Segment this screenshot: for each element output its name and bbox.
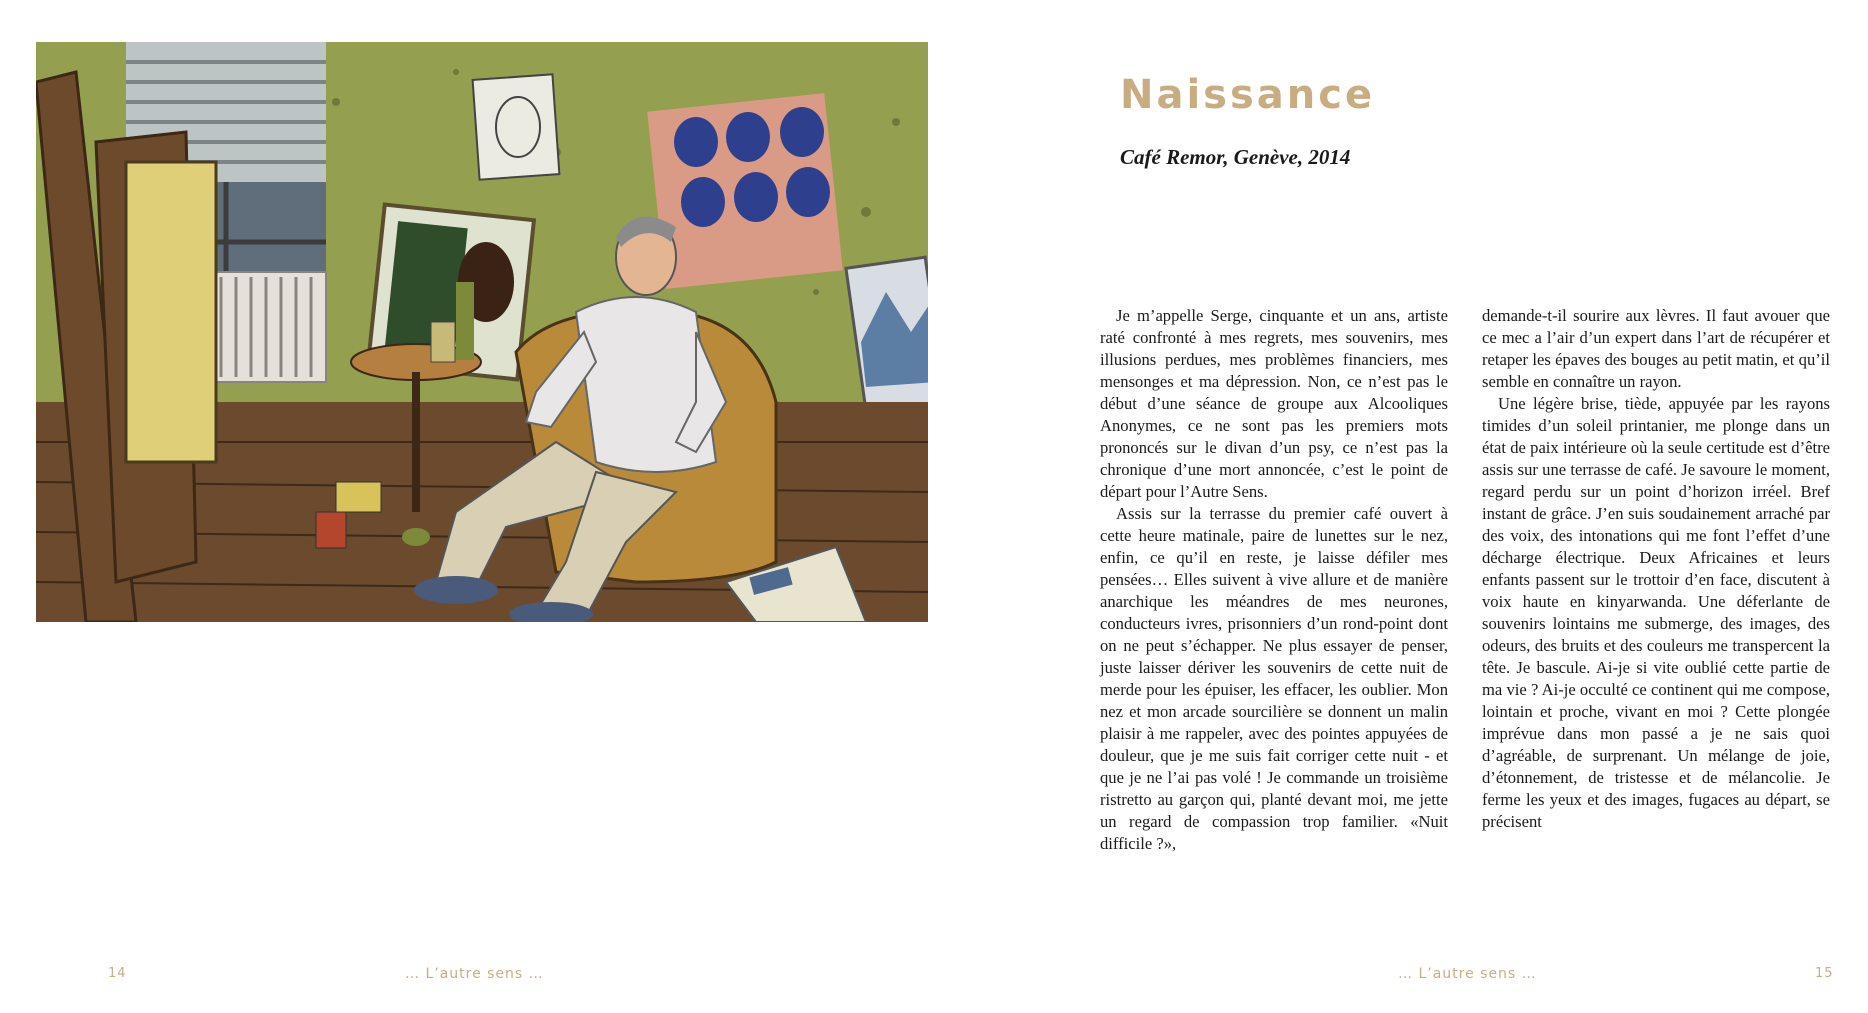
paragraph-continued: demande-t-il sourire aux lèvres. Il faut avouer que ce mec a l’air d’un expert dans l’art de récupérer et retaper les épaves des bouges au petit matin, et qu’il semble en connaître un rayon.	[1482, 306, 1830, 391]
chapter-title: Naissance	[1120, 72, 1376, 118]
paragraph: Je m’appelle Serge, cinquante et un ans, artiste raté confronté à mes regrets, mes souvenirs, mes illusions perdues, mes problèmes financiers, mes mensonges et ma dépression. Non, ce n’est pas le début d’une séance de groupe aux Alcooliques Anonymes, ce ne sont pas les premiers mots prononcés sur le divan d’un psy, ce n’est pas la chronique d’une mort annoncée, c’est le point de départ pour l’Autre Sens.	[1100, 306, 1448, 501]
page-number-right: 15	[1815, 966, 1834, 981]
text-column-right	[1482, 305, 1830, 833]
running-title-right: … L’autre sens …	[1398, 966, 1537, 982]
chapter-subtitle: Café Remor, Genève, 2014	[1120, 145, 1351, 169]
paragraph: Une légère brise, tiède, appuyée par les rayons timides d’un soleil printanier, me plonge dans un état de paix intérieure où la seule certitude est d’être assis sur une terrasse de café. Je savoure le moment, regard perdu sur un point d’horizon irréel. Bref instant de grâce. J’en suis soudainement arraché par des voix, des intonations qui me font l’effet d’une décharge électrique. Deux Africaines et leurs enfants passent sur le trottoir d’en face, discutent à voix haute en kinyarwanda. Une déferlante de souvenirs lointains me submerge, des images, des odeurs, des bruits et des couleurs me transpercent la tête. Je bascule. Ai-je si vite oublié cette partie de ma vie ? Ai-je occulté ce continent qui me compose, lointain et proche, vivant en moi ? Cette plongée imprévue dans mon passé a je ne sais quoi d’agréable, de surprenant. Un mélange de joie, d’étonnement, de tristesse et de mélancolie. Je ferme les yeux et des images, fugaces au départ, se précisent	[1482, 394, 1830, 831]
page-number-left: 14	[108, 966, 127, 981]
text-column-left	[1100, 305, 1448, 855]
running-title-left: … L’autre sens …	[405, 966, 544, 982]
studio-illustration-image	[36, 42, 928, 622]
paragraph: Assis sur la terrasse du premier café ouvert à cette heure matinale, paire de lunettes sur le nez, enfin, ce qu’il en reste, je laisse défiler mes pensées… Elles suivent à vive allure et de manière anarchique les méandres de mes neurones, conducteurs ivres, prisonniers d’un rond-point dont on ne peut s’échapper. Ne plus essayer de penser, juste laisser dériver les souvenirs de cette nuit de merde pour les épuiser, les effacer, les oublier. Mon nez et mon arcade sourcilière se donnent un malin plaisir à me rappeler, avec des pointes appuyées de douleur, que je me suis fait corriger cette nuit - et que je ne l’ai pas volé ! Je commande un troisième ristretto au garçon qui, planté devant moi, me jette un regard de compassion trop familier. «Nuit difficile ?»,	[1100, 504, 1448, 853]
chapter-illustration	[36, 42, 928, 622]
